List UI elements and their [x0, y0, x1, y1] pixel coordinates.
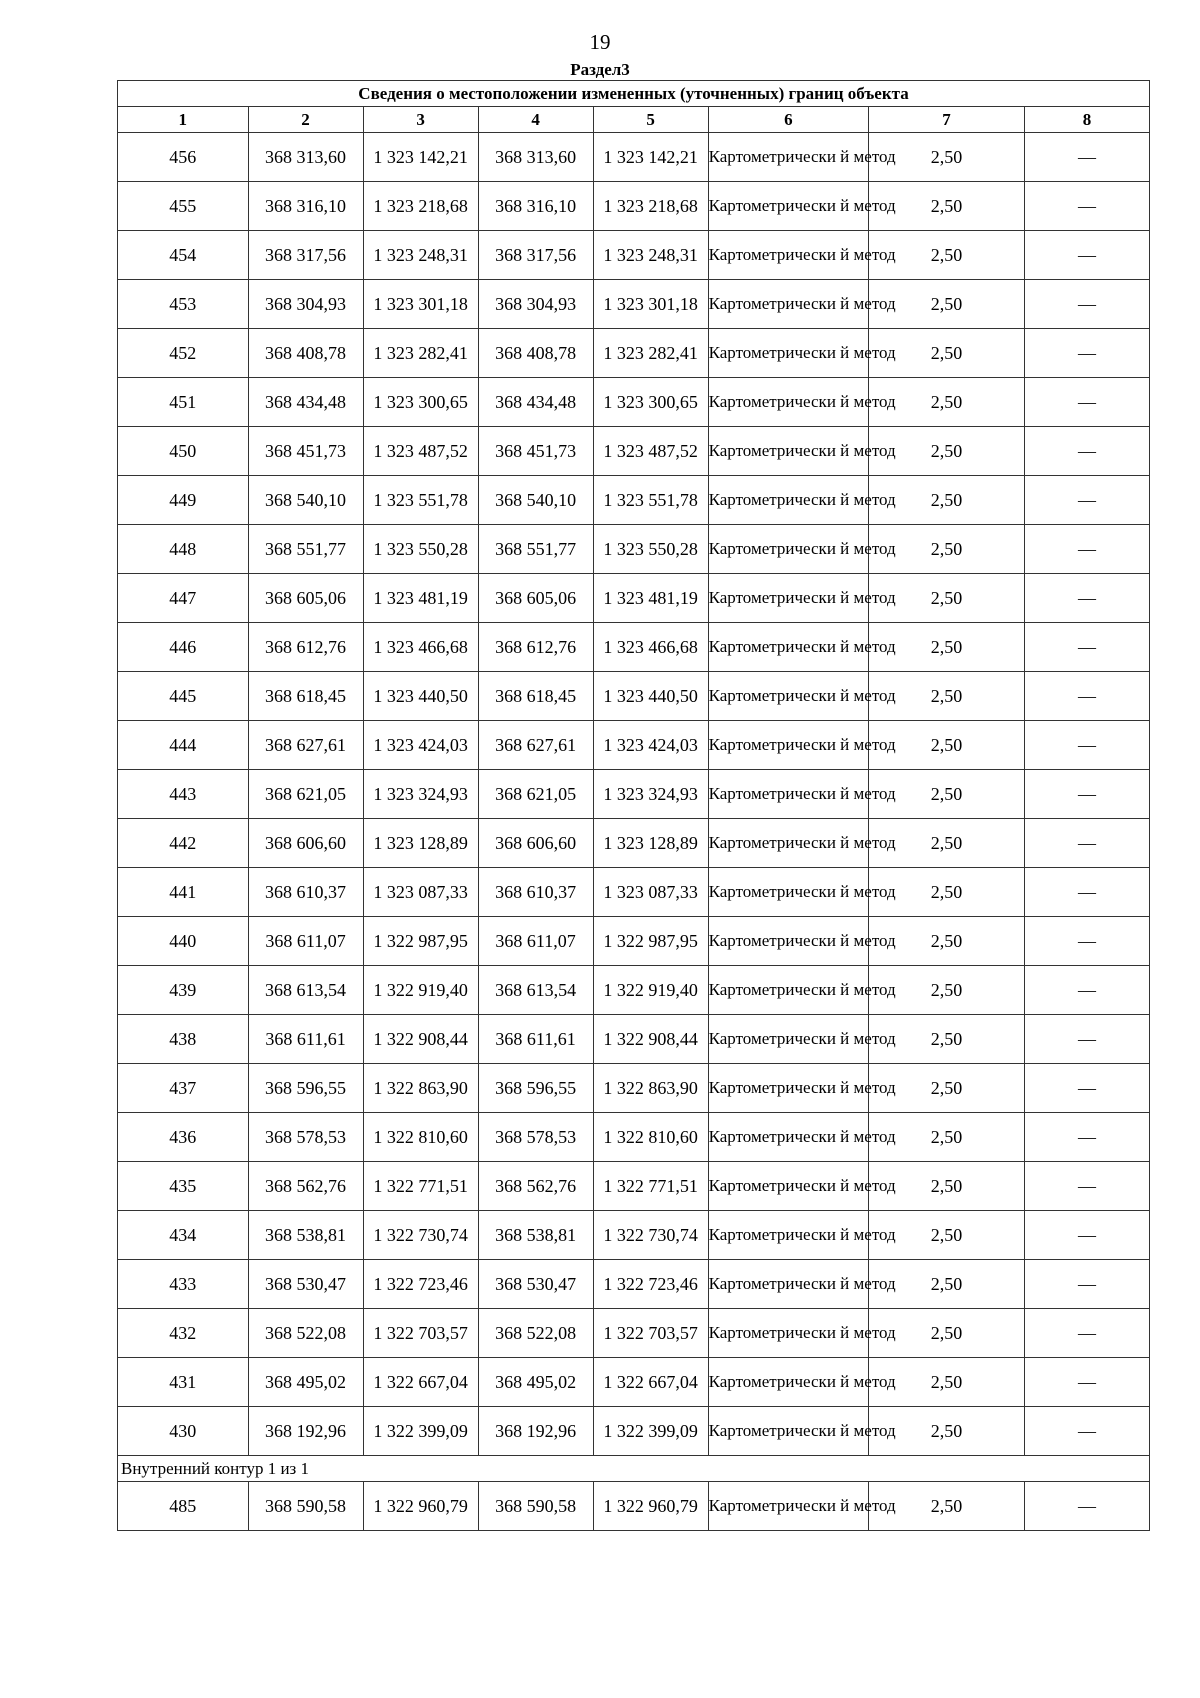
table-cell: 368 434,48	[248, 378, 363, 427]
table-cell: 368 408,78	[248, 329, 363, 378]
table-row	[118, 1211, 1150, 1260]
column-header: 5	[593, 107, 708, 133]
table-cell: 368 551,77	[478, 525, 593, 574]
table-cell: 2,50	[869, 1260, 1025, 1309]
table-cell: 437	[118, 1064, 249, 1113]
table-cell: Картометрически й метод	[708, 721, 868, 770]
table-cell: 1 322 810,60	[363, 1113, 478, 1162]
table-cell: 2,50	[869, 868, 1025, 917]
inner-contour-row	[118, 1456, 1150, 1482]
column-header: 3	[363, 107, 478, 133]
table-cell: 1 323 087,33	[363, 868, 478, 917]
table-cell: Картометрически й метод	[708, 182, 868, 231]
table-cell: —	[1024, 917, 1149, 966]
table-row	[118, 966, 1150, 1015]
table-cell: 1 322 723,46	[363, 1260, 478, 1309]
table-cell: 368 316,10	[478, 182, 593, 231]
table-cell: —	[1024, 1113, 1149, 1162]
table-cell: Картометрически й метод	[708, 133, 868, 182]
table-row	[118, 1482, 1150, 1531]
table-cell: 1 323 487,52	[363, 427, 478, 476]
table-cell: Картометрически й метод	[708, 966, 868, 1015]
table-cell: 449	[118, 476, 249, 525]
table-cell: 368 618,45	[478, 672, 593, 721]
table-cell: 456	[118, 133, 249, 182]
table-cell: 453	[118, 280, 249, 329]
table-cell: 1 323 301,18	[363, 280, 478, 329]
table-cell: 368 540,10	[248, 476, 363, 525]
table-cell: 2,50	[869, 476, 1025, 525]
table-cell: 1 322 399,09	[363, 1407, 478, 1456]
table-cell: —	[1024, 623, 1149, 672]
table-cell: —	[1024, 231, 1149, 280]
table-cell: Картометрически й метод	[708, 1407, 868, 1456]
table-cell: —	[1024, 1309, 1149, 1358]
table-cell: 441	[118, 868, 249, 917]
table-cell: 1 322 703,57	[363, 1309, 478, 1358]
table-cell: 368 627,61	[478, 721, 593, 770]
table-cell: —	[1024, 378, 1149, 427]
table-cell: Картометрически й метод	[708, 1162, 868, 1211]
table-cell: 1 323 282,41	[363, 329, 478, 378]
table-cell: 1 323 550,28	[593, 525, 708, 574]
table-cell: 1 322 908,44	[363, 1015, 478, 1064]
table-cell: 443	[118, 770, 249, 819]
table-cell: 1 322 863,90	[593, 1064, 708, 1113]
table-cell: —	[1024, 574, 1149, 623]
table-cell: 368 590,58	[478, 1482, 593, 1531]
table-cell: 445	[118, 672, 249, 721]
table-cell: 432	[118, 1309, 249, 1358]
table-cell: 368 610,37	[478, 868, 593, 917]
table-cell: Картометрически й метод	[708, 1064, 868, 1113]
table-cell: 368 313,60	[248, 133, 363, 182]
table-cell: 2,50	[869, 819, 1025, 868]
table-cell: 455	[118, 182, 249, 231]
table-cell: 368 408,78	[478, 329, 593, 378]
table-cell: 368 611,07	[478, 917, 593, 966]
table-cell: Картометрически й метод	[708, 917, 868, 966]
table-row	[118, 133, 1150, 182]
table-cell: 368 611,61	[478, 1015, 593, 1064]
table-cell: —	[1024, 1260, 1149, 1309]
table-cell: 368 605,06	[478, 574, 593, 623]
table-cell: —	[1024, 721, 1149, 770]
table-cell: 368 578,53	[478, 1113, 593, 1162]
table-cell: 368 434,48	[478, 378, 593, 427]
table-cell: 368 530,47	[478, 1260, 593, 1309]
table-row	[118, 1358, 1150, 1407]
column-header: 2	[248, 107, 363, 133]
table-cell: 2,50	[869, 182, 1025, 231]
table-cell: 368 530,47	[248, 1260, 363, 1309]
table-cell: Картометрически й метод	[708, 770, 868, 819]
section-title: Раздел3	[570, 60, 630, 79]
table-cell: 368 313,60	[478, 133, 593, 182]
table-row	[118, 476, 1150, 525]
table-cell: 368 612,76	[248, 623, 363, 672]
table-cell: Картометрически й метод	[708, 329, 868, 378]
table-cell: —	[1024, 133, 1149, 182]
table-caption: Сведения о местоположении измененных (уточненных) границ объекта	[118, 81, 1150, 107]
table-cell: 368 596,55	[478, 1064, 593, 1113]
table-cell: 368 192,96	[478, 1407, 593, 1456]
table-row	[118, 427, 1150, 476]
table-cell: —	[1024, 966, 1149, 1015]
table-cell: 1 323 300,65	[593, 378, 708, 427]
table-cell: 2,50	[869, 770, 1025, 819]
table-cell: 368 618,45	[248, 672, 363, 721]
table-row	[118, 1260, 1150, 1309]
table-cell: 2,50	[869, 329, 1025, 378]
table-row	[118, 1015, 1150, 1064]
table-cell: 1 323 440,50	[593, 672, 708, 721]
table-cell: 368 590,58	[248, 1482, 363, 1531]
table-cell: —	[1024, 182, 1149, 231]
table-cell: 1 322 730,74	[593, 1211, 708, 1260]
table-row	[118, 231, 1150, 280]
table-cell: 1 322 863,90	[363, 1064, 478, 1113]
table-cell: 440	[118, 917, 249, 966]
table-cell: 1 323 218,68	[363, 182, 478, 231]
table-cell: —	[1024, 427, 1149, 476]
table-cell: Картометрически й метод	[708, 427, 868, 476]
table-cell: 2,50	[869, 427, 1025, 476]
table-cell: 1 323 282,41	[593, 329, 708, 378]
table-cell: 368 522,08	[248, 1309, 363, 1358]
table-cell: 435	[118, 1162, 249, 1211]
table-cell: —	[1024, 819, 1149, 868]
table-row	[118, 280, 1150, 329]
table-cell: 1 323 466,68	[593, 623, 708, 672]
table-cell: 1 323 142,21	[363, 133, 478, 182]
table-cell: 2,50	[869, 917, 1025, 966]
table-row	[118, 378, 1150, 427]
table-row	[118, 1407, 1150, 1456]
table-cell: 368 611,07	[248, 917, 363, 966]
table-row	[118, 917, 1150, 966]
table-cell: 368 562,76	[478, 1162, 593, 1211]
table-cell: —	[1024, 329, 1149, 378]
table-cell: 368 611,61	[248, 1015, 363, 1064]
table-cell: 1 322 667,04	[363, 1358, 478, 1407]
table-cell: Картометрически й метод	[708, 574, 868, 623]
table-row	[118, 623, 1150, 672]
table-cell: 1 322 987,95	[593, 917, 708, 966]
table-cell: 368 316,10	[248, 182, 363, 231]
table-cell: —	[1024, 476, 1149, 525]
table-cell: Картометрически й метод	[708, 868, 868, 917]
column-header: 1	[118, 107, 249, 133]
table-cell: 2,50	[869, 1211, 1025, 1260]
table-cell: Картометрически й метод	[708, 1015, 868, 1064]
table-cell: 1 322 960,79	[363, 1482, 478, 1531]
table-cell: 436	[118, 1113, 249, 1162]
table-cell: 1 323 466,68	[363, 623, 478, 672]
table-cell: 2,50	[869, 1309, 1025, 1358]
table-row	[118, 525, 1150, 574]
table-cell: Картометрически й метод	[708, 1113, 868, 1162]
table-cell: 1 323 248,31	[363, 231, 478, 280]
table-cell: 1 323 248,31	[593, 231, 708, 280]
table-cell: 368 451,73	[478, 427, 593, 476]
table-cell: 368 605,06	[248, 574, 363, 623]
table-row	[118, 868, 1150, 917]
column-header-row	[118, 107, 1150, 133]
table-cell: 1 323 218,68	[593, 182, 708, 231]
table-cell: 1 322 908,44	[593, 1015, 708, 1064]
table-cell: 1 322 399,09	[593, 1407, 708, 1456]
table-cell: 368 540,10	[478, 476, 593, 525]
table-row	[118, 329, 1150, 378]
table-cell: 485	[118, 1482, 249, 1531]
table-cell: 1 322 667,04	[593, 1358, 708, 1407]
table-cell: 2,50	[869, 1113, 1025, 1162]
table-cell: 368 522,08	[478, 1309, 593, 1358]
table-row	[118, 819, 1150, 868]
table-cell: 368 317,56	[248, 231, 363, 280]
table-cell: 368 627,61	[248, 721, 363, 770]
table-cell: 368 451,73	[248, 427, 363, 476]
table-cell: 368 562,76	[248, 1162, 363, 1211]
table-cell: 1 322 960,79	[593, 1482, 708, 1531]
table-cell: 1 323 551,78	[593, 476, 708, 525]
table-cell: —	[1024, 1211, 1149, 1260]
table-cell: 368 495,02	[248, 1358, 363, 1407]
table-cell: 431	[118, 1358, 249, 1407]
table-cell: 368 621,05	[478, 770, 593, 819]
table-cell: 2,50	[869, 672, 1025, 721]
table-cell: 1 323 487,52	[593, 427, 708, 476]
table-cell: 1 323 440,50	[363, 672, 478, 721]
table-cell: 1 323 324,93	[363, 770, 478, 819]
table-row	[118, 721, 1150, 770]
table-cell: 368 612,76	[478, 623, 593, 672]
table-cell: 368 192,96	[248, 1407, 363, 1456]
table-cell: 368 551,77	[248, 525, 363, 574]
column-header: 6	[708, 107, 868, 133]
table-cell: 442	[118, 819, 249, 868]
table-cell: 2,50	[869, 1407, 1025, 1456]
table-cell: Картометрически й метод	[708, 378, 868, 427]
table-cell: 1 322 919,40	[593, 966, 708, 1015]
table-cell: Картометрически й метод	[708, 231, 868, 280]
table-cell: 447	[118, 574, 249, 623]
table-cell: —	[1024, 280, 1149, 329]
table-cell: 1 322 703,57	[593, 1309, 708, 1358]
table-cell: Картометрически й метод	[708, 476, 868, 525]
table-cell: 368 578,53	[248, 1113, 363, 1162]
table-cell: 450	[118, 427, 249, 476]
table-cell: 2,50	[869, 525, 1025, 574]
table-caption-row	[118, 81, 1150, 107]
table-cell: Картометрически й метод	[708, 1309, 868, 1358]
table-cell: —	[1024, 1358, 1149, 1407]
table-row	[118, 672, 1150, 721]
table-cell: —	[1024, 1162, 1149, 1211]
table-row	[118, 770, 1150, 819]
table-cell: 1 322 771,51	[593, 1162, 708, 1211]
table-cell: 368 606,60	[478, 819, 593, 868]
table-cell: 444	[118, 721, 249, 770]
table-cell: 2,50	[869, 1064, 1025, 1113]
table-cell: —	[1024, 1407, 1149, 1456]
table-cell: 1 322 723,46	[593, 1260, 708, 1309]
table-cell: Картометрически й метод	[708, 1482, 868, 1531]
table-cell: 1 322 730,74	[363, 1211, 478, 1260]
table-cell: 368 621,05	[248, 770, 363, 819]
table-cell: 1 323 300,65	[363, 378, 478, 427]
inner-contour-label: Внутренний контур 1 из 1	[118, 1456, 1150, 1482]
table-cell: 1 323 142,21	[593, 133, 708, 182]
table-cell: 2,50	[869, 574, 1025, 623]
table-cell: 2,50	[869, 1162, 1025, 1211]
table-cell: 439	[118, 966, 249, 1015]
table-cell: 1 323 481,19	[593, 574, 708, 623]
table-cell: Картометрически й метод	[708, 1211, 868, 1260]
table-cell: —	[1024, 672, 1149, 721]
table-cell: 368 495,02	[478, 1358, 593, 1407]
table-cell: 1 323 128,89	[593, 819, 708, 868]
table-row	[118, 574, 1150, 623]
table-cell: 368 596,55	[248, 1064, 363, 1113]
table-cell: 368 304,93	[478, 280, 593, 329]
table-cell: 2,50	[869, 280, 1025, 329]
table-cell: 2,50	[869, 1482, 1025, 1531]
table-cell: 2,50	[869, 1358, 1025, 1407]
table-cell: —	[1024, 868, 1149, 917]
table-cell: Картометрически й метод	[708, 280, 868, 329]
column-header: 8	[1024, 107, 1149, 133]
table-cell: 2,50	[869, 1015, 1025, 1064]
table-row	[118, 1064, 1150, 1113]
table-cell: 438	[118, 1015, 249, 1064]
table-cell: —	[1024, 1482, 1149, 1531]
table-cell: —	[1024, 1064, 1149, 1113]
table-cell: Картометрически й метод	[708, 623, 868, 672]
page-number: 19	[589, 30, 611, 54]
table-cell: 2,50	[869, 378, 1025, 427]
coordinates-table	[117, 80, 1150, 1531]
table-cell: 2,50	[869, 721, 1025, 770]
table-cell: 454	[118, 231, 249, 280]
table-cell: 368 538,81	[478, 1211, 593, 1260]
table-cell: 2,50	[869, 623, 1025, 672]
table-row	[118, 182, 1150, 231]
table-cell: —	[1024, 525, 1149, 574]
table-cell: 1 322 810,60	[593, 1113, 708, 1162]
table-cell: 1 323 324,93	[593, 770, 708, 819]
column-header: 4	[478, 107, 593, 133]
table-cell: 368 317,56	[478, 231, 593, 280]
table-cell: 1 323 424,03	[363, 721, 478, 770]
table-cell: 1 323 481,19	[363, 574, 478, 623]
table-row	[118, 1162, 1150, 1211]
table-row	[118, 1309, 1150, 1358]
table-cell: 368 613,54	[248, 966, 363, 1015]
table-cell: 1 323 550,28	[363, 525, 478, 574]
table-cell: Картометрически й метод	[708, 1260, 868, 1309]
table-cell: 430	[118, 1407, 249, 1456]
table-cell: 368 538,81	[248, 1211, 363, 1260]
table-cell: 452	[118, 329, 249, 378]
table-cell: Картометрически й метод	[708, 525, 868, 574]
table-cell: 1 322 919,40	[363, 966, 478, 1015]
table-cell: 2,50	[869, 133, 1025, 182]
table-cell: Картометрически й метод	[708, 819, 868, 868]
table-cell: 451	[118, 378, 249, 427]
table-cell: 2,50	[869, 966, 1025, 1015]
table-cell: 1 322 771,51	[363, 1162, 478, 1211]
column-header: 7	[869, 107, 1025, 133]
table-cell: —	[1024, 1015, 1149, 1064]
table-cell: 434	[118, 1211, 249, 1260]
table-cell: 1 323 301,18	[593, 280, 708, 329]
table-cell: 2,50	[869, 231, 1025, 280]
table-cell: 1 323 424,03	[593, 721, 708, 770]
table-cell: 448	[118, 525, 249, 574]
table-cell: Картометрически й метод	[708, 672, 868, 721]
table-cell: 1 323 128,89	[363, 819, 478, 868]
table-cell: 446	[118, 623, 249, 672]
table-cell: 1 323 087,33	[593, 868, 708, 917]
table-cell: —	[1024, 770, 1149, 819]
table-cell: 433	[118, 1260, 249, 1309]
table-cell: 1 323 551,78	[363, 476, 478, 525]
table-cell: 368 606,60	[248, 819, 363, 868]
table-cell: 1 322 987,95	[363, 917, 478, 966]
table-cell: 368 610,37	[248, 868, 363, 917]
table-row	[118, 1113, 1150, 1162]
table-cell: 368 613,54	[478, 966, 593, 1015]
table-cell: Картометрически й метод	[708, 1358, 868, 1407]
table-cell: 368 304,93	[248, 280, 363, 329]
